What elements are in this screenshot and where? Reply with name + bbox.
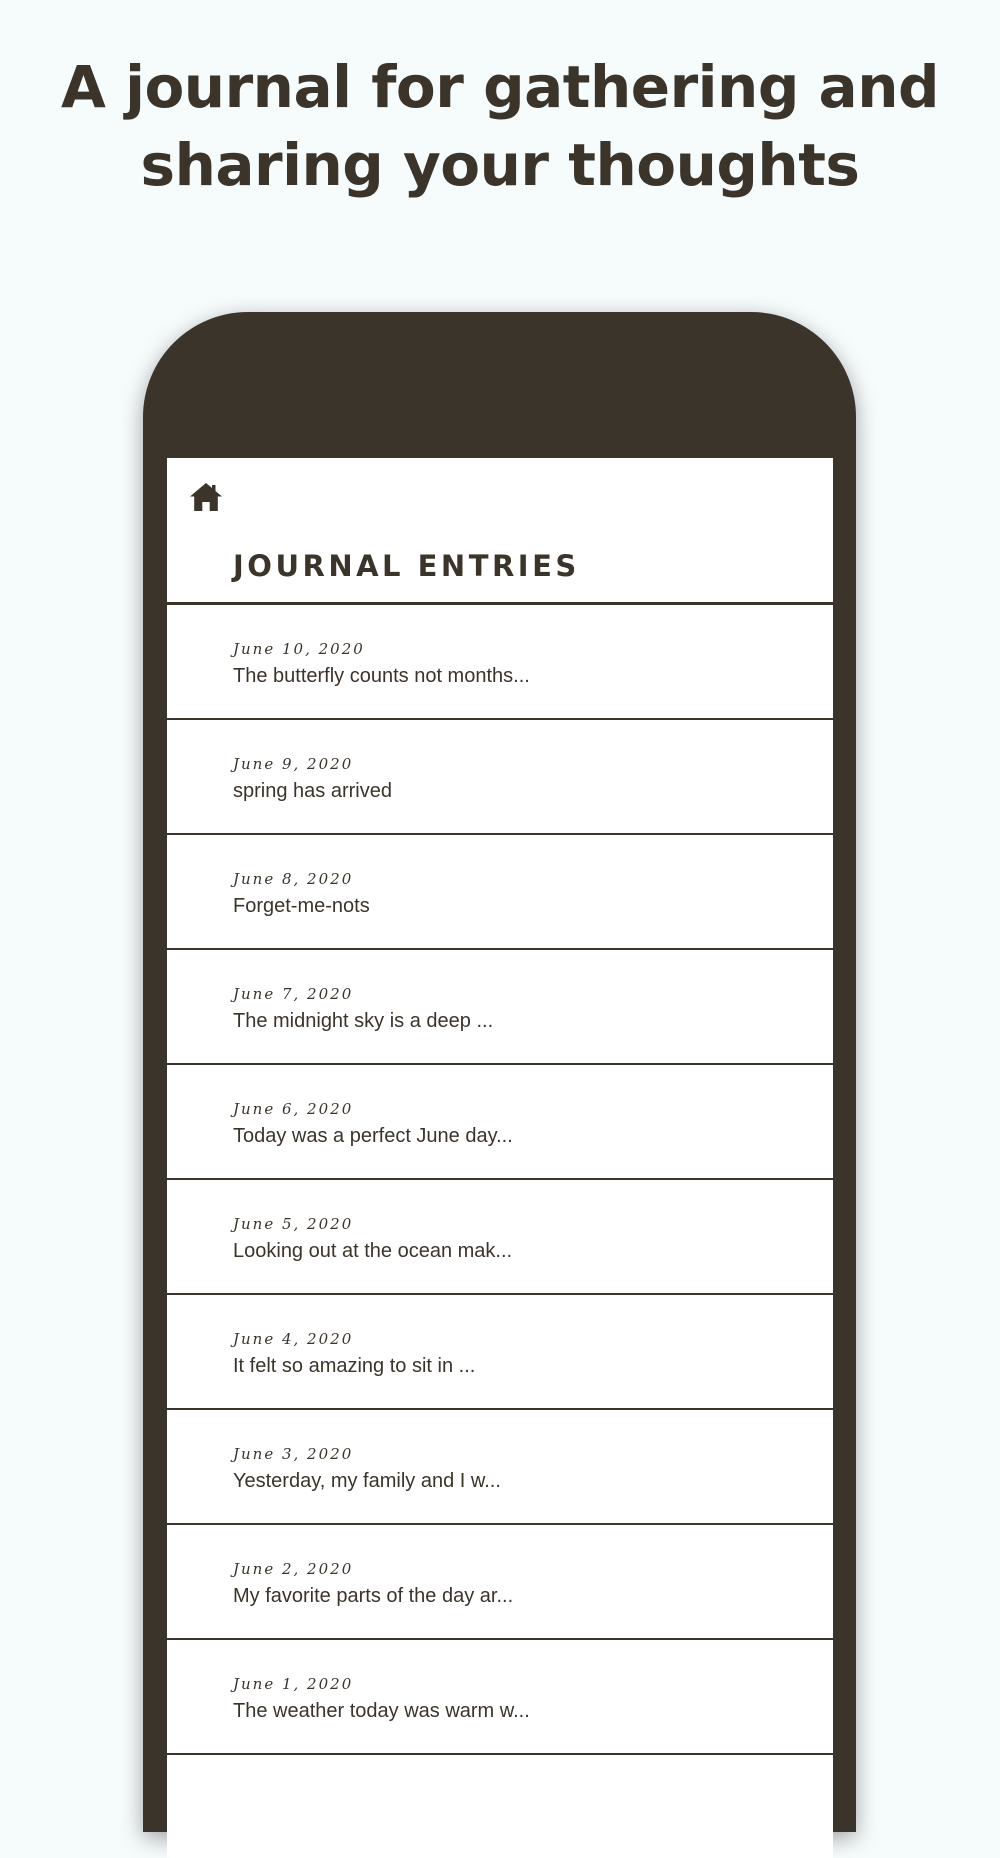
entry-date: June 2, 2020 bbox=[233, 1560, 354, 1578]
entry-date: June 4, 2020 bbox=[233, 1330, 354, 1348]
entry-title: Forget-me-nots bbox=[233, 895, 370, 917]
hero-headline-line-1: A journal for gathering and bbox=[60, 53, 940, 121]
journal-entry-item[interactable] bbox=[167, 720, 833, 835]
entry-date: June 10, 2020 bbox=[233, 640, 365, 658]
entry-date: June 6, 2020 bbox=[233, 1100, 354, 1118]
journal-entry-item[interactable] bbox=[167, 835, 833, 950]
journal-entry-item[interactable] bbox=[167, 1640, 833, 1755]
entry-date: June 3, 2020 bbox=[233, 1445, 354, 1463]
home-icon bbox=[189, 480, 223, 514]
hero-headline bbox=[0, 48, 1000, 204]
entry-title: spring has arrived bbox=[233, 780, 392, 802]
entry-title: Today was a perfect June day... bbox=[233, 1125, 513, 1147]
journal-entry-item-partial[interactable] bbox=[167, 1755, 833, 1858]
phone-screen bbox=[167, 458, 833, 1858]
entry-title: The midnight sky is a deep ... bbox=[233, 1010, 494, 1032]
entry-title: It felt so amazing to sit in ... bbox=[233, 1355, 476, 1377]
entry-date: June 5, 2020 bbox=[233, 1215, 354, 1233]
entry-title: Yesterday, my family and I w... bbox=[233, 1470, 501, 1492]
phone-frame bbox=[143, 312, 856, 1832]
home-button[interactable] bbox=[189, 480, 223, 514]
entry-date: June 8, 2020 bbox=[233, 870, 354, 888]
hero-headline-line-2: sharing your thoughts bbox=[140, 131, 860, 199]
journal-entries-title: JOURNAL ENTRIES bbox=[233, 549, 580, 583]
journal-entry-item[interactable] bbox=[167, 950, 833, 1065]
entry-title: My favorite parts of the day ar... bbox=[233, 1585, 514, 1607]
journal-entry-item[interactable] bbox=[167, 605, 833, 720]
entry-date: June 9, 2020 bbox=[233, 755, 354, 773]
entry-title: The weather today was warm w... bbox=[233, 1700, 530, 1722]
journal-entry-item[interactable] bbox=[167, 1295, 833, 1410]
journal-entry-item[interactable] bbox=[167, 1410, 833, 1525]
entry-date: June 1, 2020 bbox=[233, 1675, 354, 1693]
entry-date: June 7, 2020 bbox=[233, 985, 354, 1003]
journal-entry-item[interactable] bbox=[167, 1180, 833, 1295]
entry-title: Looking out at the ocean mak... bbox=[233, 1240, 513, 1262]
journal-entry-list bbox=[167, 605, 833, 1858]
journal-entry-item[interactable] bbox=[167, 1065, 833, 1180]
journal-entry-item[interactable] bbox=[167, 1525, 833, 1640]
entry-title: The butterfly counts not months... bbox=[233, 665, 530, 687]
